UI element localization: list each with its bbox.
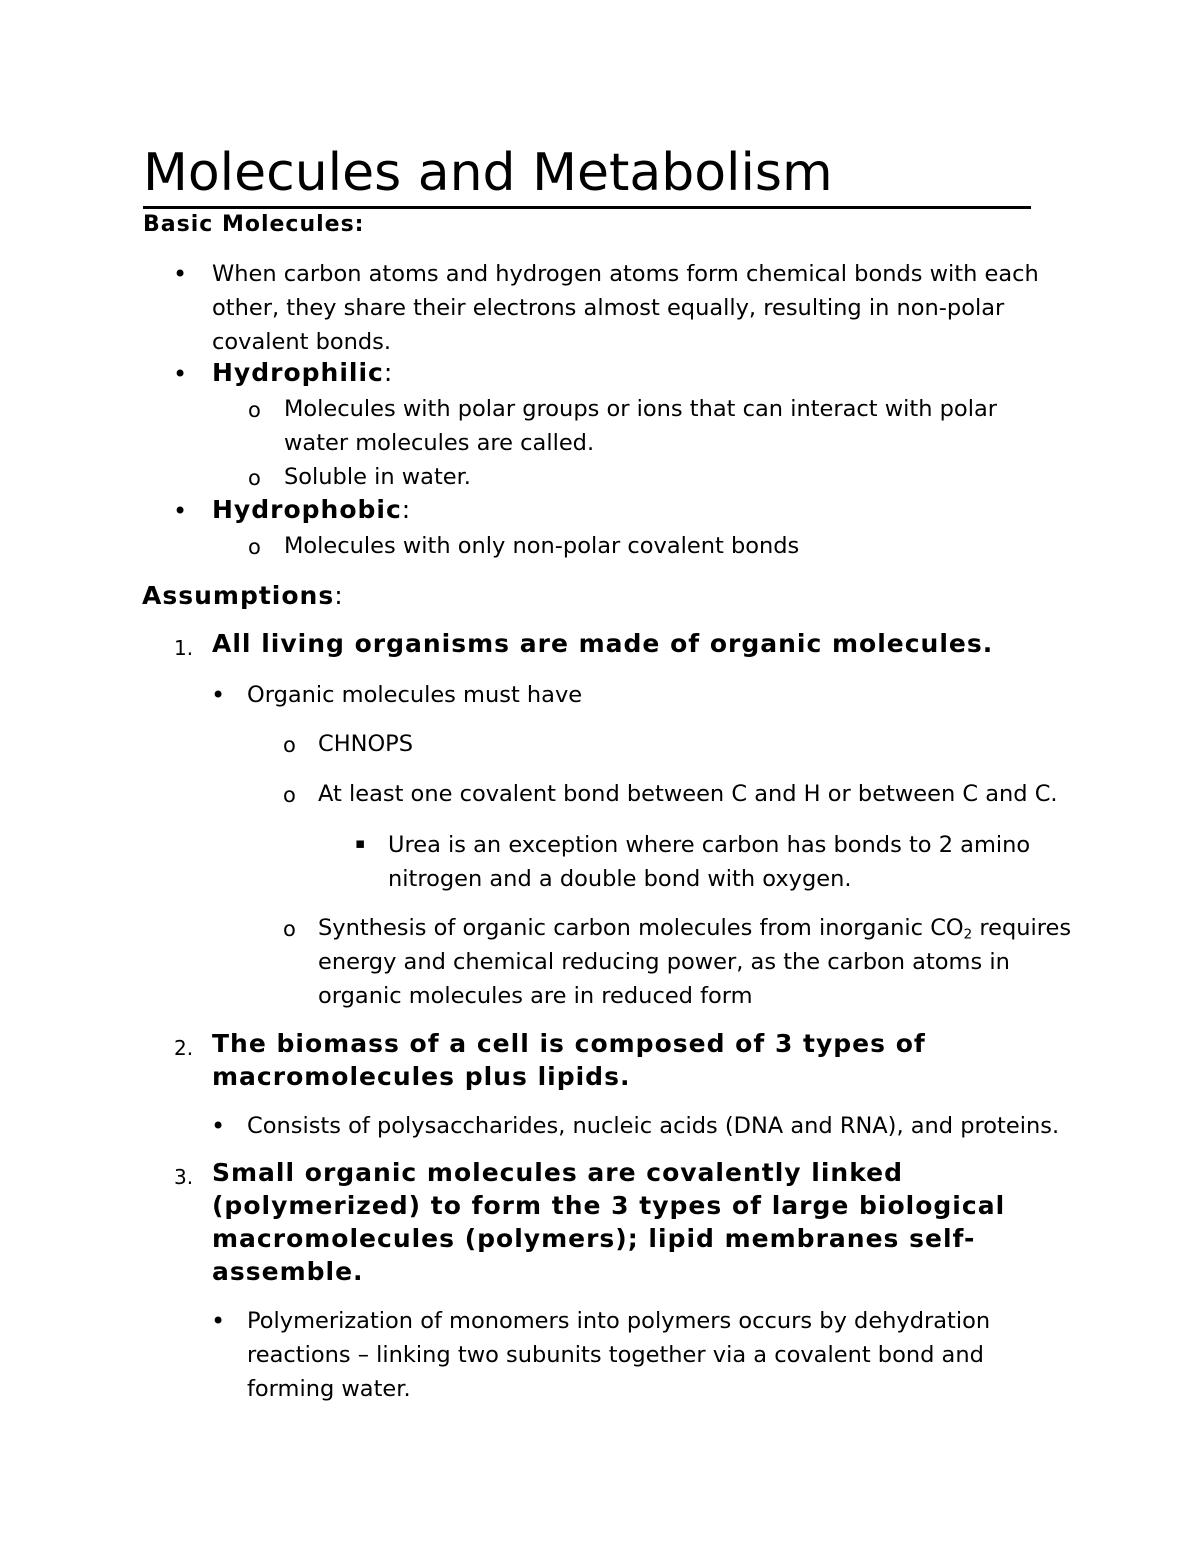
bullet-icon: • (211, 681, 226, 709)
square-bullet-icon: ▪ (355, 834, 366, 852)
section-heading-basic-molecules: Basic Molecules: (143, 212, 365, 237)
circle-bullet-icon: o (283, 783, 296, 807)
paragraph-line: energy and chemical reducing power, as the carbon atoms in (318, 949, 1010, 975)
paragraph-line: Urea is an exception where carbon has bonds to 2 amino (388, 832, 1031, 858)
paragraph-line: Polymerization of monomers into polymers occurs by dehydration (247, 1308, 991, 1334)
paragraph-line: nitrogen and a double bond with oxygen. (388, 866, 852, 892)
paragraph-line: When carbon atoms and hydrogen atoms form chemical bonds with each (212, 261, 1039, 287)
circle-bullet-icon: o (283, 917, 296, 941)
circle-bullet-icon: o (248, 535, 261, 559)
paragraph-line: water molecules are called. (284, 430, 595, 456)
assumption-heading: assemble. (212, 1257, 364, 1286)
section-heading-assumptions: Assumptions: (142, 581, 344, 610)
bullet-icon: • (173, 260, 188, 288)
list-number: 1. (174, 636, 194, 660)
paragraph-line: covalent bonds. (212, 329, 392, 355)
paragraph-line: forming water. (247, 1376, 411, 1402)
paragraph-line: Synthesis of organic carbon molecules from inorganic $CO_2$ requires (318, 915, 1072, 943)
list-number: 3. (174, 1165, 194, 1189)
paragraph-line: other, they share their electrons almost equally, resulting in non-polar (212, 295, 1005, 321)
page-title: Molecules and Metabolism (143, 140, 1031, 209)
bullet-icon: • (173, 497, 188, 525)
assumption-heading: All living organisms are made of organic molecules. (212, 629, 994, 658)
assumption-heading: macromolecules plus lipids. (212, 1062, 631, 1091)
circle-bullet-icon: o (248, 466, 261, 490)
assumption-heading: (polymerized) to form the 3 types of large biological (212, 1191, 1006, 1220)
paragraph-line: CHNOPS (318, 731, 414, 757)
assumption-heading: macromolecules (polymers); lipid membranes self- (212, 1224, 976, 1253)
paragraph-line: Molecules with polar groups or ions that can interact with polar (284, 396, 997, 422)
bullet-icon: • (211, 1112, 226, 1140)
bullet-icon: • (173, 360, 188, 388)
paragraph-line: Consists of polysaccharides, nucleic acids (DNA and RNA), and proteins. (247, 1113, 1060, 1139)
paragraph-line: At least one covalent bond between C and H or between C and C. (318, 781, 1058, 807)
circle-bullet-icon: o (283, 733, 296, 757)
paragraph-line: Molecules with only non-polar covalent bonds (284, 533, 800, 559)
assumption-heading: Small organic molecules are covalently linked (212, 1158, 904, 1187)
term-hydrophilic: Hydrophilic: (212, 358, 394, 387)
paragraph-line: reactions – linking two subunits together via a covalent bond and (247, 1342, 984, 1368)
bullet-icon: • (211, 1307, 226, 1335)
term-hydrophobic: Hydrophobic: (212, 495, 412, 524)
list-number: 2. (174, 1036, 194, 1060)
paragraph-line: organic molecules are in reduced form (318, 983, 753, 1009)
paragraph-line: Organic molecules must have (247, 682, 583, 708)
paragraph-line: Soluble in water. (284, 464, 471, 490)
circle-bullet-icon: o (248, 398, 261, 422)
assumption-heading: The biomass of a cell is composed of 3 types of (212, 1029, 926, 1058)
